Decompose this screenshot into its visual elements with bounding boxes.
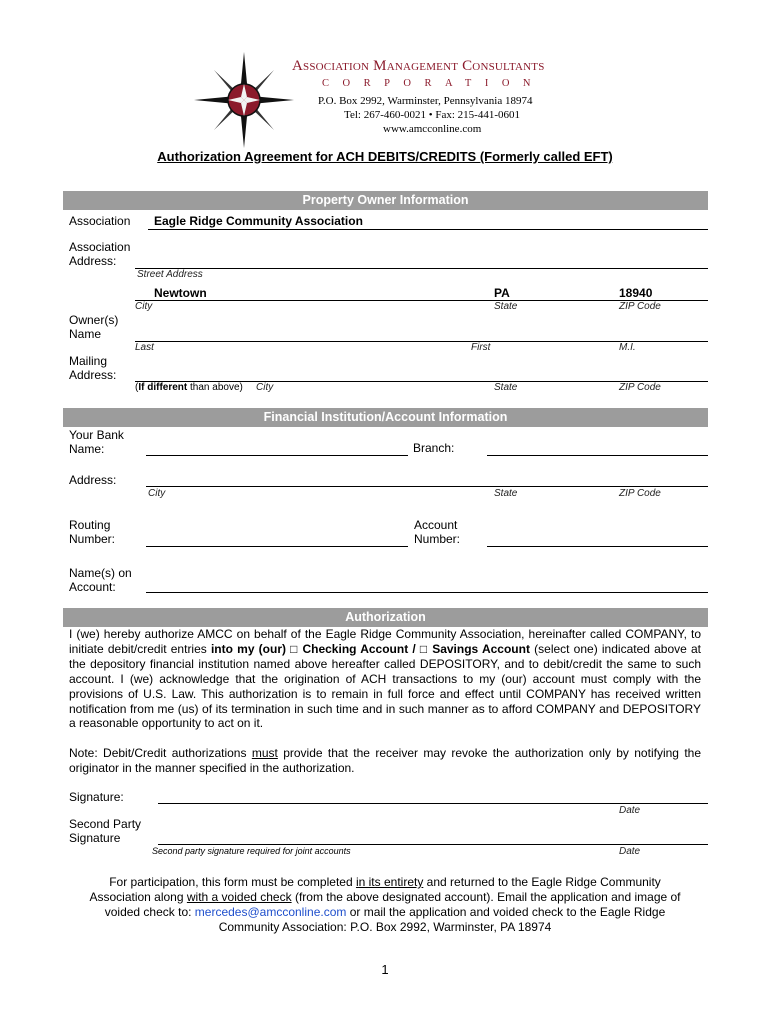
state-caption: State bbox=[494, 301, 518, 312]
section-header-owner: Property Owner Information bbox=[63, 191, 708, 210]
branch-field[interactable] bbox=[487, 455, 708, 456]
page-number: 1 bbox=[381, 962, 389, 977]
street-address-caption: Street Address bbox=[137, 269, 203, 280]
signature-date-caption: Date bbox=[619, 805, 641, 816]
zip-caption: ZIP Code bbox=[619, 301, 661, 312]
second-party-caption: Second party signature required for joint accounts bbox=[152, 846, 351, 856]
bank-address-label: Address: bbox=[69, 473, 117, 487]
bank-state-caption: State bbox=[494, 488, 518, 499]
instructions-text: For participation, this form must be completed in its entirety and returned to the Eagle Ridge Community Association along with a voided check (from the above designated account). Email the application and image of voided check to: mercedes@amcconline.com or mail the application and voided check to the Eagle Ridge Community Association: P.O. Box 2992, Warminster, PA 18974 bbox=[89, 875, 681, 934]
second-party-signature-label: Second Party Signature bbox=[69, 817, 142, 845]
company-address: P.O. Box 2992, Warminster, Pennsylvania 18974 bbox=[318, 95, 533, 107]
mailing-zip-caption: ZIP Code bbox=[619, 382, 661, 393]
section-header-bank: Financial Institution/Account Information bbox=[63, 408, 708, 427]
company-subtitle: CORPORATION bbox=[322, 78, 545, 89]
association-value[interactable]: Eagle Ridge Community Association bbox=[154, 214, 363, 228]
account-number-label: Account Number: bbox=[414, 518, 461, 546]
routing-number-label: Routing Number: bbox=[69, 518, 116, 546]
email-link[interactable]: mercedes@amcconline.com bbox=[194, 905, 347, 919]
account-number-field[interactable] bbox=[487, 546, 708, 547]
bank-name-label: Your Bank Name: bbox=[69, 428, 124, 456]
bank-name-field[interactable] bbox=[146, 455, 408, 456]
page-title: Authorization Agreement for ACH DEBITS/CREDITS (Formerly called EFT) bbox=[157, 149, 613, 164]
zip-value[interactable]: 18940 bbox=[619, 286, 653, 300]
account-names-label: Name(s) on Account: bbox=[69, 566, 132, 594]
section-header-authorization: Authorization bbox=[63, 608, 708, 627]
routing-number-field[interactable] bbox=[146, 546, 408, 547]
street-address-field[interactable] bbox=[135, 268, 708, 269]
branch-label: Branch: bbox=[413, 441, 455, 455]
second-party-date-caption: Date bbox=[619, 846, 641, 857]
association-field-line bbox=[148, 229, 708, 230]
association-label: Association bbox=[69, 214, 131, 228]
city-value[interactable]: Newtown bbox=[154, 286, 207, 300]
mailing-city-caption: City bbox=[256, 382, 274, 393]
first-caption: First bbox=[471, 342, 491, 353]
authorization-paragraph: I (we) hereby authorize AMCC on behalf of the Eagle Ridge Community Association, hereinafter called COMPANY, to initiate debit/credit entries into my (our) □ Checking Account / □ Savings Account (select one) indicated above at the depository financial institution named above hereafter called DEPOSITORY, and to debit/credit the same to such account. I (we) acknowledge that the origination of ACH transactions to my (our) account must comply with the provisions of U.S. Law. This authorization is to remain in full force and effect until COMPANY has received written notification from me (us) of its termination in such time and in such manner as to afford COMPANY and DEPOSITORY a reasonable opportunity to act on it. bbox=[69, 627, 701, 731]
association-address-label: Association Address: bbox=[69, 240, 131, 268]
account-names-field[interactable] bbox=[146, 592, 708, 593]
mailing-note: (If different than above) bbox=[135, 382, 243, 393]
owner-name-label: Owner(s) Name bbox=[69, 313, 119, 341]
company-phone: Tel: 267-460-0021 • Fax: 215-441-0601 bbox=[344, 109, 521, 121]
signature-field[interactable] bbox=[158, 803, 708, 804]
mailing-address-label: Mailing Address: bbox=[69, 354, 117, 382]
bank-address-field[interactable] bbox=[146, 486, 708, 487]
compass-logo-icon bbox=[192, 50, 296, 150]
last-caption: Last bbox=[135, 342, 154, 353]
authorization-note: Note: Debit/Credit authorizations must provide that the receiver may revoke the authorization only by notifying the originator in the manner specified in the authorization. bbox=[69, 746, 701, 775]
company-name: Association Management Consultants bbox=[292, 58, 545, 74]
second-party-signature-field[interactable] bbox=[158, 844, 708, 845]
state-value[interactable]: PA bbox=[494, 286, 510, 300]
signature-label: Signature: bbox=[69, 790, 124, 804]
bank-city-caption: City bbox=[148, 488, 166, 499]
city-caption: City bbox=[135, 301, 153, 312]
mailing-state-caption: State bbox=[494, 382, 518, 393]
bank-zip-caption: ZIP Code bbox=[619, 488, 661, 499]
company-website: www.amcconline.com bbox=[383, 123, 482, 135]
mi-caption: M.I. bbox=[619, 342, 636, 353]
